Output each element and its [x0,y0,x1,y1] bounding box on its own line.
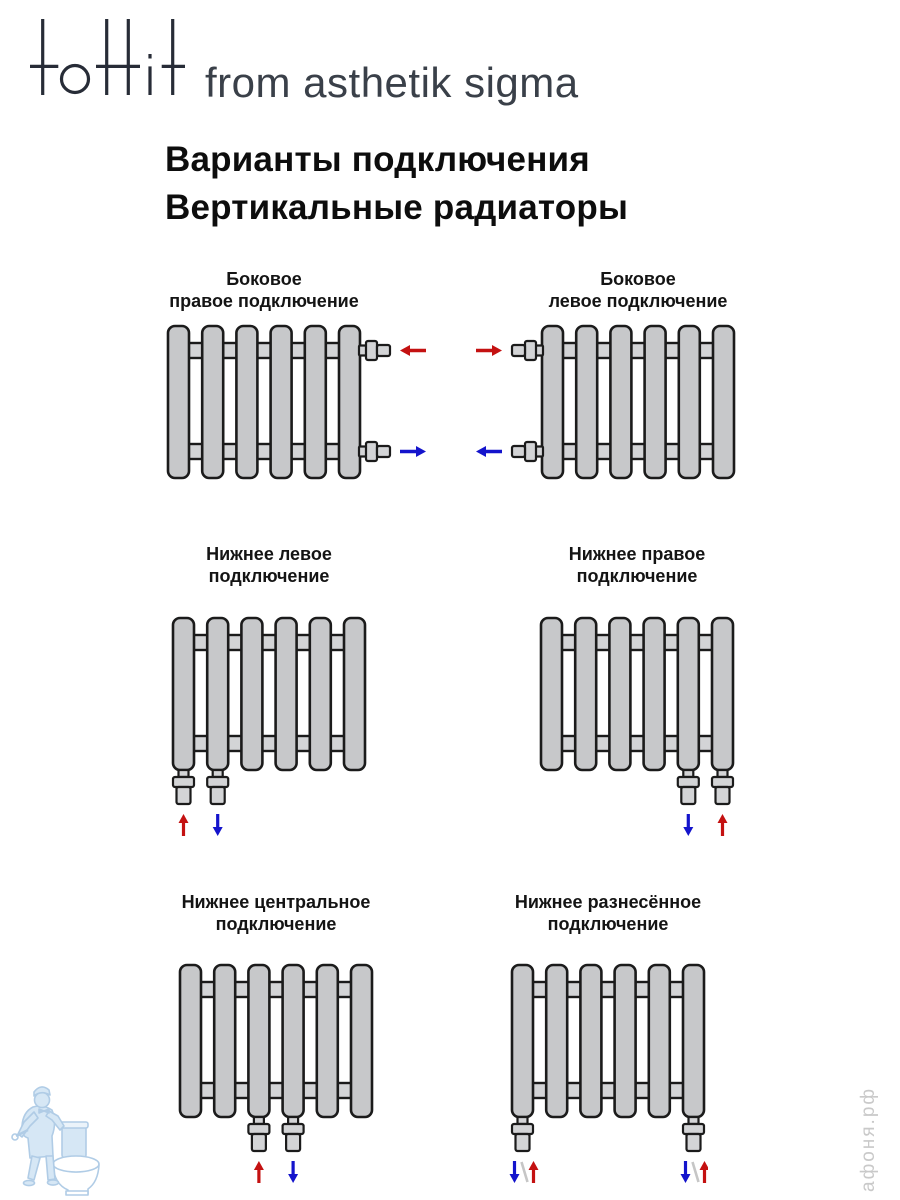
diagram-label-line1: Нижнее центральное [181,892,371,912]
radiator-body [173,618,365,770]
collector-pipe [544,343,732,358]
radiator-section [683,965,704,1117]
supply-arrow-icon [718,814,728,836]
radiator-body [512,965,704,1117]
page-title [165,136,628,232]
return-arrow-icon [681,1161,691,1183]
diagram-label [176,891,376,935]
radiator-diagram [466,322,738,482]
brand-tagline: from asthetik sigma [205,59,579,106]
radiator-section [310,618,331,770]
valve-fitting [678,770,699,804]
radiator-section [248,965,269,1117]
valve-fitting [359,341,390,360]
return-arrow-icon [476,446,502,457]
radiator-section [202,326,223,478]
radiator-body [541,618,733,770]
tottit-logo [30,16,190,100]
radiator-diagram [176,963,376,1195]
diagram-label-line2: подключение [215,914,337,934]
page-title-line1: Варианты подключения [165,140,590,179]
radiator-section [546,965,567,1117]
supply-arrow-icon [700,1161,709,1183]
collector-pipe [182,982,370,997]
return-arrow-icon [400,446,426,457]
valve-fitting [173,770,194,804]
radiator-section [305,326,326,478]
radiator-section [271,326,292,478]
radiator-section [679,326,700,478]
diagram-side-right-connection [128,268,400,482]
return-arrow-icon [683,814,693,836]
supply-arrow-icon [254,1161,264,1183]
radiator-section [236,326,257,478]
valve-fitting [512,1117,533,1151]
collector-pipe [514,982,702,997]
diagram-label [537,543,737,587]
valve-fitting [207,770,228,804]
supply-arrow-icon [179,814,189,836]
radiator-section [609,618,630,770]
diagram-label-line1: Боковое [226,269,302,289]
collector-pipe [170,444,358,459]
radiator-section [173,618,194,770]
radiator-section [512,965,533,1117]
slash-divider [522,1162,528,1182]
radiator-diagram [537,616,737,848]
valve-fitting [283,1117,304,1151]
radiator-section [576,326,597,478]
radiator-diagram [169,616,369,848]
radiator-section [351,965,372,1117]
radiator-section [283,965,304,1117]
valve-fitting [359,442,390,461]
collector-pipe [543,736,731,751]
radiator-section [645,326,666,478]
diagram-label-line1: Боковое [600,269,676,289]
radiator-section [713,326,734,478]
radiator-section [214,965,235,1117]
diagram-label-line1: Нижнее разнесённое [514,892,702,912]
collector-pipe [514,1083,702,1098]
radiator-section [339,326,360,478]
valve-fitting [512,341,543,360]
radiator-body [168,326,360,478]
collector-pipe [175,635,363,650]
radiator-section [575,618,596,770]
diagram-label [128,268,400,312]
diagram-label [502,268,774,312]
valve-fitting [512,442,543,461]
diagram-bottom-center-connection [176,891,376,1195]
return-arrow-icon [288,1161,298,1183]
radiator-section [644,618,665,770]
supply-arrow-icon [529,1161,539,1183]
diagram-label-line2: подключение [576,566,698,586]
radiator-section [180,965,201,1117]
diagram-label-line2: подключение [547,914,669,934]
radiator-section [678,618,699,770]
diagram-label-line2: левое подключение [548,291,728,311]
radiator-section [317,965,338,1117]
diagram-label-line1: Нижнее левое [206,544,332,564]
radiator-section [168,326,189,478]
radiator-section [615,965,636,1117]
valve-fitting [712,770,733,804]
site-watermark-text: афоня.рф [858,1086,879,1192]
supply-arrow-icon [476,345,502,356]
diagram-label [508,891,708,935]
supply-arrow-icon [400,345,426,356]
radiator-diagram [164,322,436,482]
radiator-section [580,965,601,1117]
collector-pipe [544,444,732,459]
diagram-side-left-connection [502,268,774,482]
radiator-body [542,326,734,478]
collector-pipe [170,343,358,358]
radiator-section [649,965,670,1117]
return-arrow-icon [510,1161,520,1183]
valve-fitting [248,1117,269,1151]
page-title-line2: Вертикальные радиаторы [165,188,629,227]
diagram-label-line1: Нижнее правое [568,544,706,564]
plumber-watermark-image [8,1078,118,1196]
radiator-section [241,618,262,770]
valve-fitting [683,1117,704,1151]
radiator-body [180,965,372,1117]
return-arrow-icon [213,814,223,836]
radiator-section [610,326,631,478]
radiator-section [276,618,297,770]
diagram-label [169,543,369,587]
collector-pipe [182,1083,370,1098]
diagram-bottom-left-connection [169,543,369,848]
collector-pipe [543,635,731,650]
radiator-section [542,326,563,478]
slash-divider [693,1162,699,1182]
radiator-section [207,618,228,770]
collector-pipe [175,736,363,751]
diagram-label-line2: подключение [208,566,330,586]
diagram-bottom-spread-connection [508,891,708,1195]
radiator-section [344,618,365,770]
radiator-section [541,618,562,770]
radiator-section [712,618,733,770]
diagram-label-line2: правое подключение [169,291,359,311]
diagram-bottom-right-connection [537,543,737,848]
radiator-diagram [508,963,708,1195]
